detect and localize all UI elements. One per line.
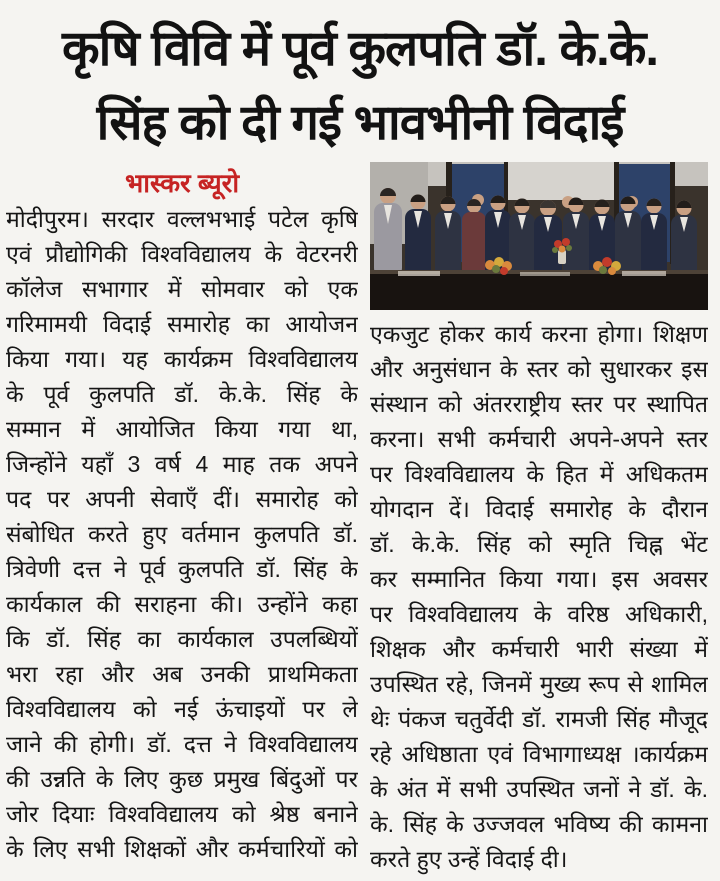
text-line: के लिए सभी शिक्षकों और कर्मचारियों को (6, 836, 358, 862)
ceremony-photo-illustration (370, 162, 708, 310)
right-column (370, 160, 708, 877)
text-line: पर विश्वविद्यालय के वरिष्ठ अधिकारी, (370, 601, 708, 627)
text-line: मोदीपुरम। सरदार वल्लभभाई पटेल कृषि (6, 206, 358, 232)
text-line: जिन्होंने यहाँ 3 वर्ष 4 माह तक अपने (6, 451, 358, 477)
text-line: और अनुसंधान के स्तर को सुधारकर इस (370, 356, 708, 382)
text-line: के. सिंह के उज्जवल भविष्य की कामना (370, 811, 708, 837)
text-line: एवं प्रौद्योगिकी विश्वविद्यालय के वेटरनरी (6, 241, 358, 267)
text-line: किया गया। यह कार्यक्रम विश्वविद्यालय (6, 346, 358, 372)
text-line: एकजुट होकर कार्य करना होगा। शिक्षण (370, 321, 708, 347)
text-line: विश्वविद्यालय को नई ऊंचाइयों पर ले (6, 696, 358, 722)
text-line: कर सम्मानित किया गया। इस अवसर (370, 566, 708, 592)
text-line: शिक्षक और कर्मचारी भारी संख्या में (370, 636, 708, 662)
right-column-text (370, 317, 708, 877)
ceremony-photo (370, 162, 708, 310)
text-line: योगदान दें। विदाई समारोह के दौरान (370, 496, 708, 522)
left-column (6, 160, 358, 877)
left-column-text (6, 202, 358, 867)
text-line: के अंत में सभी उपस्थित जनों ने डॉ. के. (370, 776, 708, 802)
text-line: के पूर्व कुलपति डॉ. के.के. सिंह के (6, 381, 358, 407)
text-line: संबोधित करते हुए वर्तमान कुलपति डॉ. (6, 521, 358, 547)
text-line: संस्थान को अंतरराष्ट्रीय स्तर पर स्थापित (370, 391, 708, 417)
article-body (0, 160, 720, 877)
byline: भास्कर ब्यूरो (124, 168, 240, 198)
text-line: सम्मान में आयोजित किया गया था, (6, 416, 358, 442)
text-line: करना। सभी कर्मचारी अपने-अपने स्तर (370, 426, 708, 452)
text-line: डॉ. के.के. सिंह को स्मृति चिह्न भेंट (370, 531, 708, 557)
text-line: कॉलेज सभागार में सोमवार को एक (6, 276, 358, 302)
text-line: पद पर अपनी सेवाएँ दीं। समारोह को (6, 486, 358, 512)
headline-line-1: कृषि विवि में पूर्व कुलपति डॉ. के.के. (62, 22, 658, 76)
text-line: कार्यकाल की सराहना की। उन्होंने कहा (6, 591, 358, 617)
text-line: थेः पंकज चतुर्वेदी डॉ. रामजी सिंह मौजूद (370, 706, 708, 732)
text-line: जाने की होगी। डॉ. दत्त ने विश्वविद्यालय (6, 731, 358, 757)
text-line: पर विश्वविद्यालय के हित में अधिकतम (370, 461, 708, 487)
text-line: भरा रहा और अब उनकी प्राथमिकता (6, 661, 358, 687)
text-line: कि डॉ. सिंह का कार्यकाल उपलब्धियों (6, 626, 358, 652)
text-line: उपस्थित रहे, जिनमें मुख्य रूप से शामिल (370, 671, 708, 697)
text-line: करते हुए उन्हें विदाई दी। (370, 846, 568, 872)
text-line: रहे अधिष्ठाता एवं विभागाध्यक्ष ।कार्यक्रम (370, 741, 708, 767)
text-line: की उन्नति के लिए कुछ प्रमुख बिंदुओं पर (6, 766, 358, 792)
text-line: गरिमामयी विदाई समारोह का आयोजन (6, 311, 358, 337)
text-line: जोर दियाः विश्वविद्यालय को श्रेष्ठ बनाने (6, 801, 358, 827)
article-headline (0, 0, 720, 160)
text-line: त्रिवेणी दत्त ने पूर्व कुलपति डॉ. सिंह के (6, 556, 358, 582)
headline-line-2: सिंह को दी गई भावभीनी विदाई (96, 96, 624, 150)
